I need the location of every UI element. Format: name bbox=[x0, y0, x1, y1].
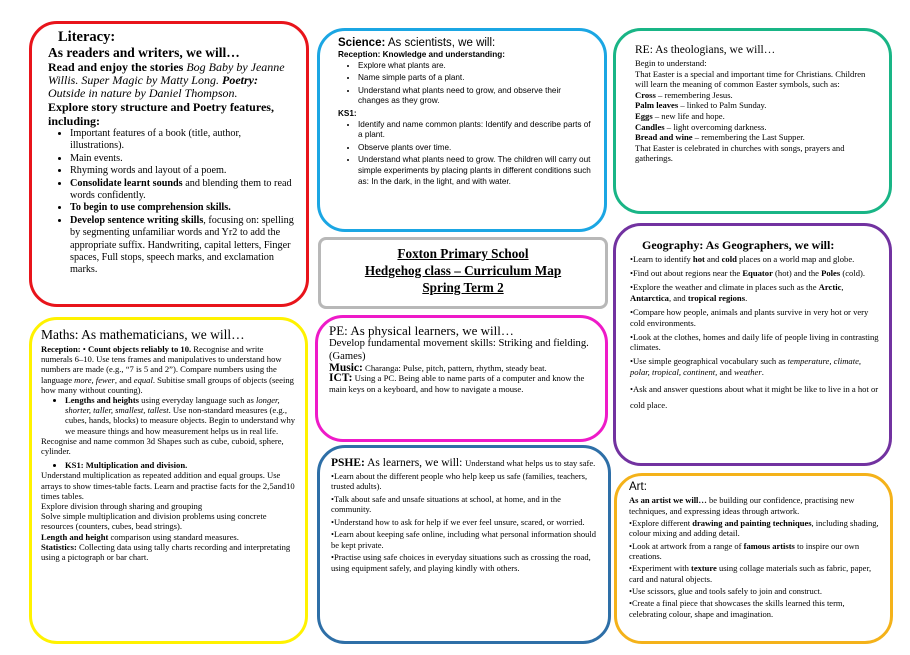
re-symbol-meaning: – linked to Palm Sunday. bbox=[678, 100, 767, 111]
maths-lengths-list bbox=[47, 395, 297, 436]
re-symbol bbox=[635, 90, 879, 101]
re-title: RE: As theologians, we will… bbox=[635, 44, 776, 56]
art-item: •Use scissors, glue and tools safely to join and construct. bbox=[629, 586, 823, 597]
pe-title: PE: As physical learners, we will… bbox=[329, 323, 514, 338]
art-title: Art: bbox=[629, 481, 647, 493]
pshe-item: •Understand how to ask for help if we ever feel unsure, scared, or worried. bbox=[331, 516, 585, 527]
literacy-subtitle: As readers and writers, we will… bbox=[48, 45, 240, 60]
maths-ks1-text: Understand multiplication as repeated addition and equal groups. Use arrays to show times-table facts. Learn and practise facts for the 2,5and10 times tables. bbox=[41, 470, 295, 501]
list-item: • Lengths and heights using everyday language such as longer, shorter, taller, smallest, tallest. Use non-standard measures (e.g., cubes, hands, blocks) to measure objects. Begin to understand why we measure things and how measurement helps us in real life. bbox=[65, 395, 297, 436]
maths-ks1-list bbox=[47, 460, 297, 470]
geography-item: •Compare how people, animals and plants survive in very hot or very cold environments. bbox=[630, 306, 869, 328]
pshe-item: •Practise using safe choices in everyday situations such as crossing the road, using equipment safely, and playing kindly with others. bbox=[331, 552, 591, 573]
list-item: • Understand what plants need to grow, and observe their changes as they grow. bbox=[358, 86, 594, 107]
maths-statistics: Statistics: Collecting data using tally charts recording and interpretating using a pictograph or bar chart. bbox=[41, 541, 291, 563]
re-symbol-meaning: – new life and hope. bbox=[652, 110, 725, 121]
re-symbol-name: Palm leaves bbox=[635, 100, 679, 111]
science-panel bbox=[317, 28, 607, 232]
literacy-panel bbox=[29, 21, 309, 307]
list-item bbox=[70, 202, 296, 214]
science-reception-heading: Reception: Knowledge and understanding: bbox=[338, 50, 505, 59]
literacy-title: Literacy: bbox=[58, 29, 116, 45]
art-panel bbox=[614, 473, 893, 644]
re-symbol bbox=[635, 132, 879, 143]
science-ks1-heading: KS1: bbox=[338, 108, 357, 118]
pe-music: Music: Charanga: Pulse, pitch, pattern, rhythm, steady beat. bbox=[329, 362, 547, 374]
list-item: • Rhyming words and layout of a poem. bbox=[70, 165, 296, 177]
geography-item: •Find out about regions near the Equator (hot) and the Poles (cold). bbox=[630, 267, 866, 278]
class-map-title: Hedgehog class – Curriculum Map bbox=[364, 262, 562, 278]
literacy-story-1: Bog Baby by Jeanne Willis. Super Magic by Matty Long. bbox=[48, 60, 285, 87]
re-symbol-meaning: – remembering the Last Supper. bbox=[692, 132, 805, 143]
term-title: Spring Term 2 bbox=[422, 279, 504, 295]
pshe-item: •Learn about the different people who help keep us safe (families, teachers, trusted adults). bbox=[331, 470, 588, 491]
re-symbol bbox=[635, 111, 879, 122]
geography-item: •Look at the clothes, homes and daily life of people living in contrasting climates. bbox=[630, 331, 879, 353]
re-easter: That Easter is a special and important time for Christians. Children will learn the meaning of common Easter symbols, such as: bbox=[635, 68, 866, 90]
literacy-writing-rest: , focusing on: spelling by segmenting unfamiliar words and Yr2 to add the appropriate suffix. Handwriting, capital letters, Finger spaces, Full stops, speech marks, and exclamation marks. bbox=[70, 214, 294, 276]
list-item: • Observe plants over time. bbox=[358, 143, 594, 154]
literacy-sounds-rest: and blending them to read words confidently. bbox=[70, 177, 292, 202]
pshe-item: •Talk about safe and unsafe situations at school, at home, and in the community. bbox=[331, 493, 561, 514]
literacy-intro bbox=[48, 61, 296, 100]
list-item: • Understand what plants need to grow. The children will carry out simple experiments by placing plants in different conditions such as: In the dark, in the light, and with water. bbox=[358, 155, 594, 187]
re-symbol-name: Eggs bbox=[635, 110, 653, 121]
literacy-explore-heading: Explore story structure and Poetry features, including: bbox=[48, 100, 274, 128]
list-item bbox=[70, 178, 296, 203]
maths-reception: Reception: • Count objects reliably to 10. Recognise and write numerals 6–10. Use tens frames and manipulatives to understand how numbers are made (e.g., “7 is 5 and 2”). Compare numbers using the language more, fewer, and equal. Subitise small groups of objects (seeing how many without counting). bbox=[41, 344, 294, 395]
art-item: •Explore different drawing and painting techniques, including shading, colour mixing and adding detail. bbox=[629, 517, 879, 539]
list-item: • Main events. bbox=[70, 153, 296, 165]
literacy-story-2: Outside in nature by Daniel Thompson. bbox=[48, 86, 238, 100]
literacy-list bbox=[52, 128, 296, 277]
maths-solve: Solve simple multiplication and division problems using concrete resources (counters, cubes, bead strings). bbox=[41, 511, 267, 532]
art-item: •Experiment with texture using collage materials such as fabric, paper, card and natural objects. bbox=[629, 563, 872, 584]
re-symbol-name: Cross bbox=[635, 89, 656, 100]
literacy-comprehension: To begin to use comprehension skills. bbox=[70, 202, 231, 214]
geography-item: •Learn to identify hot and cold places on a world map and globe. bbox=[630, 254, 855, 264]
pe-develop: Develop fundamental movement skills: Striking and fielding. (Games) bbox=[329, 338, 589, 362]
geography-item: •Use simple geographical vocabulary such as temperature, climate, polar, tropical, continent, and weather. bbox=[630, 356, 862, 378]
re-symbol-meaning: – remembering Jesus. bbox=[655, 89, 733, 100]
list-item: • KS1: Multiplication and division. bbox=[65, 460, 297, 470]
maths-panel bbox=[29, 317, 308, 644]
re-panel bbox=[613, 28, 892, 214]
pe-panel bbox=[315, 315, 608, 442]
re-begin: Begin to understand: bbox=[635, 58, 707, 68]
literacy-writing-bold: Develop sentence writing skills bbox=[70, 214, 204, 226]
literacy-poetry-label: Poetry: bbox=[218, 73, 258, 87]
pshe-title: PSHE: As learners, we will: Understand what helps us to stay safe. bbox=[331, 457, 596, 469]
school-name: Foxton Primary School bbox=[397, 246, 529, 261]
geography-item: •Explore the weather and climate in places such as the Arctic, Antarctica, and tropical regions. bbox=[630, 281, 844, 303]
maths-shapes: Recognise and name common 3d Shapes such as cube, cuboid, sphere, cylinder. bbox=[41, 435, 284, 457]
list-item: • Identify and name common plants: Identify and describe parts of a plant. bbox=[358, 120, 594, 141]
pshe-panel bbox=[317, 445, 611, 644]
art-item: •Create a final piece that showcases the skills learned this term, celebrating colour, shape and imagination. bbox=[629, 598, 845, 619]
geography-item: •Ask and answer questions about what it might be like to live in a hot or cold place. bbox=[630, 384, 879, 411]
list-item bbox=[70, 215, 296, 277]
art-item: •Look at artwork from a range of famous artists to inspire our own creations. bbox=[629, 540, 860, 562]
science-title-bold: Science: bbox=[338, 37, 386, 49]
pshe-item: •Learn about keeping safe online, including what personal information should be kept private. bbox=[331, 529, 596, 550]
geography-title: Geography: As Geographers, we will: bbox=[642, 238, 835, 252]
page-title-box bbox=[318, 237, 608, 309]
science-ks1-list bbox=[338, 120, 594, 188]
literacy-sounds-bold: Consolidate learnt sounds bbox=[70, 177, 183, 189]
science-title bbox=[338, 36, 594, 50]
list-item: • Name simple parts of a plant. bbox=[358, 73, 594, 84]
literacy-intro-prefix: Read and enjoy the stories bbox=[48, 60, 187, 74]
re-symbol-meaning: – light overcoming darkness. bbox=[664, 121, 767, 132]
re-symbol bbox=[635, 122, 879, 133]
science-title-rest: As scientists, we will: bbox=[385, 37, 496, 49]
art-intro: As an artist we will… be building our confidence, practising new techniques, and expressing ideas through artwork. bbox=[629, 495, 855, 516]
maths-length: Length and height comparison using standard measures. bbox=[41, 531, 239, 542]
re-closing: That Easter is celebrated in churches with songs, prayers and gatherings. bbox=[635, 142, 845, 164]
pe-ict: ICT: Using a PC. Being able to name parts of a computer and know the main keys on a keyboard, and how to navigate a mouse. bbox=[329, 372, 585, 394]
list-item: • Explore what plants are. bbox=[358, 61, 594, 72]
maths-title: Maths: As mathematicians, we will… bbox=[41, 327, 245, 342]
re-symbol-name: Bread and wine bbox=[635, 132, 693, 143]
maths-division: Explore division through sharing and grouping bbox=[41, 501, 203, 512]
science-reception-list bbox=[338, 61, 594, 107]
geography-panel bbox=[613, 223, 892, 466]
list-item: • Important features of a book (title, author, illustrations). bbox=[70, 128, 296, 153]
re-symbol bbox=[635, 100, 879, 111]
re-symbol-name: Candles bbox=[635, 121, 665, 132]
